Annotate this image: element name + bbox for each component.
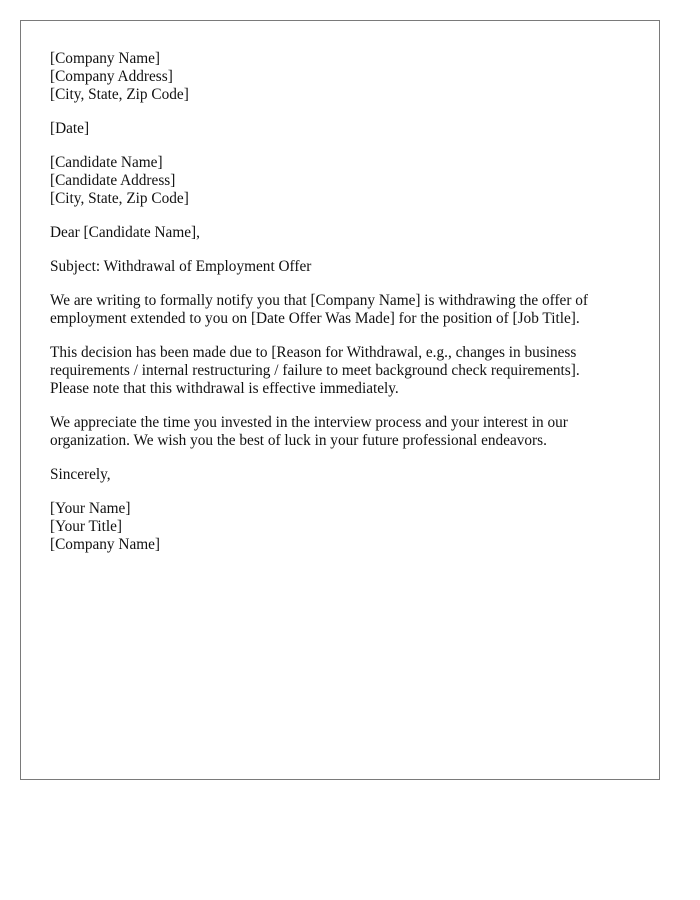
recipient-address: [Candidate Address] (50, 172, 176, 189)
recipient-name: [Candidate Name] (50, 154, 163, 171)
sender-company-address: [Company Address] (50, 68, 173, 85)
signature-name: [Your Name] (50, 500, 131, 517)
paragraph-2-line: requirements / internal restructuring / failure to meet background check requirements]. (50, 362, 580, 379)
salutation: Dear [Candidate Name], (50, 224, 200, 241)
paragraph-2-line: Please note that this withdrawal is effective immediately. (50, 380, 399, 397)
recipient-city-state-zip: [City, State, Zip Code] (50, 190, 189, 207)
date-block (50, 120, 640, 138)
recipient-block (50, 154, 640, 208)
closing: Sincerely, (50, 466, 111, 483)
sender-city-state-zip: [City, State, Zip Code] (50, 86, 189, 103)
letter-content (50, 50, 640, 570)
paragraph-1-line: employment extended to you on [Date Offer Was Made] for the position of [Job Title]. (50, 310, 580, 327)
signature-title: [Your Title] (50, 518, 122, 535)
paragraph-1-line: We are writing to formally notify you that [Company Name] is withdrawing the offer of (50, 292, 588, 309)
subject-line: Subject: Withdrawal of Employment Offer (50, 258, 312, 275)
paragraph-2-line: This decision has been made due to [Reason for Withdrawal, e.g., changes in business (50, 344, 577, 361)
sender-block (50, 50, 640, 104)
signature-company: [Company Name] (50, 536, 161, 553)
salutation-block (50, 224, 640, 242)
sender-company-name: [Company Name] (50, 50, 161, 67)
letter-date: [Date] (50, 120, 90, 137)
paragraph-3-line: organization. We wish you the best of luck in your future professional endeavors. (50, 432, 547, 449)
body-paragraph-3 (50, 414, 640, 450)
body-paragraph-1 (50, 292, 640, 328)
signature-block (50, 500, 640, 554)
letter-page (20, 20, 660, 780)
subject-block (50, 258, 640, 276)
paragraph-3-line: We appreciate the time you invested in the interview process and your interest in our (50, 414, 568, 431)
body-paragraph-2 (50, 344, 640, 398)
closing-block (50, 466, 640, 484)
